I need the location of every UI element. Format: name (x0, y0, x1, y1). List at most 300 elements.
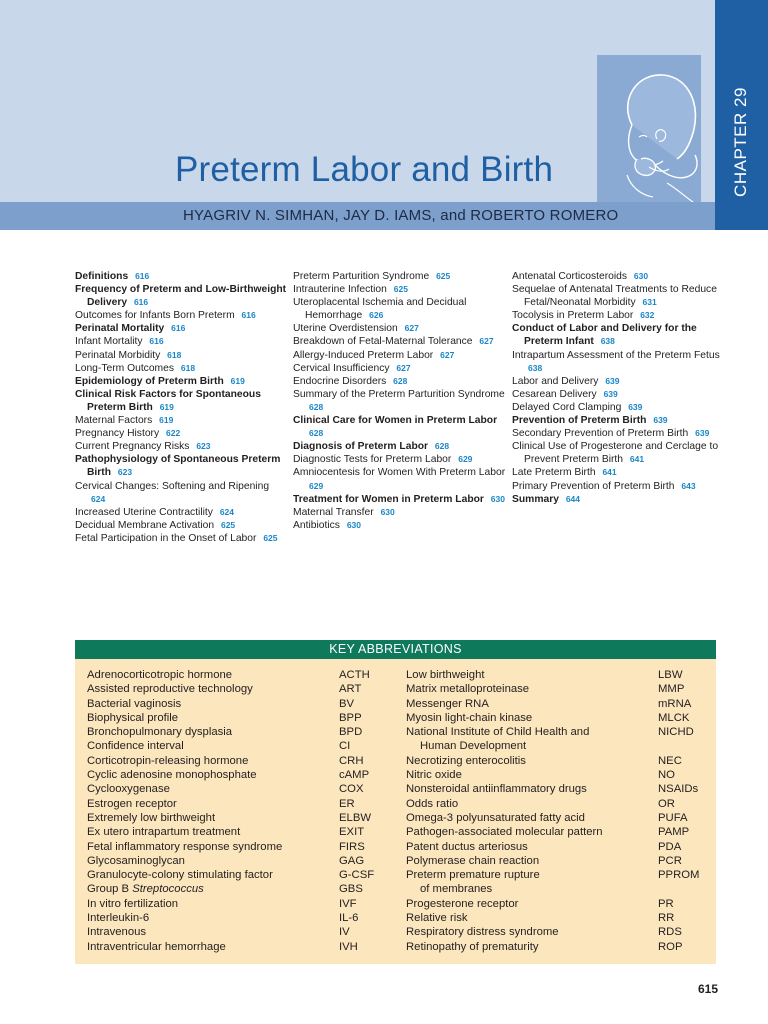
toc-entry (512, 414, 727, 427)
toc-entry (75, 322, 290, 335)
toc-entry (293, 493, 508, 506)
abbreviation-row (87, 868, 397, 882)
abbreviation-code: RDS (658, 926, 682, 939)
abbreviation-code: COX (339, 783, 364, 796)
toc-entry-page: 623 (117, 467, 133, 478)
toc-entry (293, 506, 508, 519)
toc-entry (75, 335, 290, 348)
toc-entry-page: 632 (640, 310, 655, 321)
abbreviation-term-text: Estrogen receptor (87, 797, 177, 810)
abbreviation-code: LBW (658, 669, 683, 681)
fetus-illustration-icon (597, 55, 701, 202)
toc-entry-title: Allergy-Induced Preterm Labor (293, 349, 434, 361)
abbreviations-left-column (87, 668, 397, 954)
toc-entry-title: Frequency of Preterm and Low-Birthweight Delivery (75, 284, 287, 309)
abbreviation-row (87, 725, 397, 739)
toc-column-1 (75, 270, 290, 545)
abbreviation-term (87, 754, 248, 768)
toc-entry (512, 480, 727, 493)
abbreviation-term-text: Interleukin-6 (87, 912, 150, 925)
toc-entry (293, 322, 508, 335)
abbreviation-row (406, 911, 706, 925)
abbreviation-term (87, 911, 149, 925)
abbreviation-term (87, 868, 273, 882)
toc-entry (75, 349, 290, 362)
toc-entry-page: 616 (171, 323, 186, 334)
abbreviation-term (87, 897, 178, 911)
toc-entry-page: 643 (681, 480, 696, 491)
toc-column-3 (512, 270, 727, 506)
toc-entry-title: Late Preterm Birth (512, 467, 596, 479)
toc-entry-page: 627 (404, 323, 419, 334)
abbreviation-row (87, 940, 397, 954)
abbreviation-term-text: Omega-3 polyunsaturated fatty acid (406, 811, 585, 824)
toc-entry (75, 362, 290, 375)
abbreviation-row (406, 940, 706, 954)
toc-entry-page: 630 (633, 271, 649, 281)
toc-entry (75, 519, 290, 532)
toc-entry-title: Diagnostic Tests for Preterm Labor (293, 454, 452, 466)
abbreviation-row (87, 811, 397, 825)
abbreviation-term-text: Adrenocorticotropic hormone (87, 669, 233, 681)
abbreviation-term-text: Group B (87, 883, 130, 896)
toc-entry (512, 375, 727, 388)
abbreviation-row (406, 682, 706, 696)
abbreviation-term (87, 811, 215, 825)
toc-entry-title: Amniocentesis for Women With Preterm Labor (293, 467, 506, 479)
abbreviation-term-text: Granulocyte-colony stimulating factor (87, 869, 273, 882)
key-abbreviations-box (75, 640, 716, 964)
abbreviation-code: NICHD (658, 726, 694, 739)
toc-entry-title: Decidual Membrane Activation (75, 519, 215, 531)
abbreviation-code: BPD (339, 726, 363, 739)
abbreviation-code: G-CSF (339, 869, 375, 882)
toc-entry-page: 641 (602, 467, 617, 478)
toc-entry (75, 270, 290, 283)
toc-entry-title: Summary of the Preterm Parturition Syndrome (293, 388, 505, 400)
toc-entry-title: Long-Term Outcomes (75, 362, 175, 374)
toc-entry-page: 628 (309, 401, 324, 412)
chapter-label: CHAPTER 29 (731, 87, 750, 197)
abbreviation-code: mRNA (658, 697, 692, 710)
toc-entry-page: 630 (490, 493, 505, 504)
toc-entry (75, 440, 290, 453)
toc-entry-page: 639 (695, 428, 710, 439)
abbreviation-term-text: Glycosaminoglycan (87, 854, 185, 867)
abbreviation-term-continuation: Human Development (420, 740, 527, 753)
abbreviation-row (87, 882, 397, 896)
toc-entry-title: Prevention of Preterm Birth (512, 415, 647, 427)
chapter-title: Preterm Labor and Birth (175, 150, 554, 189)
abbreviation-term-text: Progesterone receptor (406, 897, 519, 910)
abbreviation-code: GBS (339, 883, 363, 896)
toc-entry-page: 628 (393, 375, 408, 386)
abbreviation-term (87, 940, 226, 954)
toc-entry (75, 480, 290, 506)
toc-entry-title: Endocrine Disorders (293, 375, 387, 387)
abbreviation-term (87, 711, 178, 725)
toc-entry-page: 628 (309, 428, 324, 439)
toc-entry-page: 639 (603, 388, 618, 399)
abbreviation-row (406, 925, 706, 939)
toc-entry-title: Perinatal Morbidity (75, 349, 161, 361)
abbreviation-term (406, 682, 529, 696)
abbreviation-term-text: Messenger RNA (406, 697, 489, 710)
toc-entry (512, 270, 727, 283)
abbreviation-term (406, 711, 532, 725)
abbreviation-term-text: Ex utero intrapartum treatment (87, 826, 241, 839)
abbreviation-code: PUFA (658, 811, 688, 824)
abbreviation-row (87, 897, 397, 911)
abbreviation-row (87, 768, 397, 782)
abbreviation-term-italic: Streptococcus (132, 883, 204, 896)
abbreviation-term (87, 882, 204, 896)
abbreviation-row (87, 754, 397, 768)
toc-entry-title: Perinatal Mortality (75, 323, 165, 335)
toc-entry-title: Tocolysis in Preterm Labor (512, 310, 634, 322)
abbreviation-term-text: Bronchopulmonary dysplasia (87, 726, 233, 739)
abbreviation-term (406, 868, 540, 897)
abbreviation-row (87, 697, 397, 711)
abbreviation-term (87, 840, 282, 854)
toc-entry (75, 375, 290, 388)
abbreviation-code: IVH (339, 940, 358, 953)
toc-entry-page: 616 (135, 271, 150, 281)
abbreviation-term-text: Corticotropin-releasing hormone (87, 754, 249, 767)
toc-entry (75, 532, 290, 545)
abbreviation-code: IVF (339, 897, 357, 910)
toc-entry-title: Uterine Overdistension (293, 323, 398, 335)
toc-entry-page: 618 (167, 349, 182, 360)
toc-entry-page: 629 (309, 480, 324, 491)
abbreviation-row (406, 782, 706, 796)
toc-entry-title: Breakdown of Fetal-Maternal Tolerance (293, 336, 473, 348)
abbreviation-term (406, 897, 518, 911)
toc-entry-page: 622 (166, 428, 181, 439)
toc-entry-page: 625 (263, 532, 278, 543)
toc-entry-page: 624 (219, 506, 234, 517)
toc-entry-page: 644 (565, 493, 580, 504)
toc-entry (293, 349, 508, 362)
abbreviation-term-text: Necrotizing enterocolitis (406, 754, 526, 767)
abbreviation-term-text: Respiratory distress syndrome (406, 926, 559, 939)
abbreviation-code: FIRS (339, 840, 365, 853)
toc-entry-page: 616 (133, 297, 149, 308)
abbreviation-term (87, 739, 184, 753)
abbreviation-term-text: Bacterial vaginosis (87, 697, 182, 710)
abbreviation-code: NSAIDs (658, 783, 699, 796)
abbreviation-term (406, 825, 603, 839)
toc-entry-title: Secondary Prevention of Preterm Birth (512, 428, 689, 440)
abbreviation-code: NEC (658, 754, 682, 767)
toc-entry-title: Definitions (75, 271, 129, 282)
abbreviation-code: PCR (658, 854, 682, 867)
toc-entry (293, 283, 508, 296)
toc-entry-page: 625 (393, 284, 408, 295)
abbreviation-code: PAMP (658, 826, 690, 839)
abbreviation-code: GAG (339, 854, 365, 867)
toc-entry-page: 625 (436, 271, 451, 281)
abbreviation-term-text: Assisted reproductive technology (87, 683, 253, 696)
toc-entry-title: Increased Uterine Contractility (75, 506, 213, 518)
page-number: 615 (698, 982, 719, 996)
abbreviation-row (406, 668, 706, 682)
abbreviation-term-text: Preterm premature rupture (406, 869, 540, 882)
toc-entry (293, 453, 508, 466)
toc-entry (512, 283, 727, 309)
toc-entry-page: 619 (230, 375, 245, 386)
abbreviation-term-text: Odds ratio (406, 797, 459, 810)
toc-entry-page: 625 (220, 519, 236, 530)
abbreviation-row (87, 782, 397, 796)
toc-entry-title: Uteroplacental Ischemia and Decidual Hemorrhage (293, 297, 467, 322)
abbreviation-term (87, 797, 177, 811)
abbreviation-term (87, 825, 240, 839)
abbreviation-row (406, 868, 706, 897)
abbreviation-term (406, 754, 526, 768)
abbreviation-term (406, 940, 539, 954)
toc-entry-page: 623 (196, 441, 211, 452)
abbreviation-term-text: Nonsteroidal antiinflammatory drugs (406, 783, 587, 796)
abbreviation-row (87, 711, 397, 725)
toc-entry (293, 440, 508, 453)
abbreviation-term (406, 911, 468, 925)
toc-entry-title: Intrapartum Assessment of the Preterm Fetus (512, 349, 720, 361)
abbreviation-code: cAMP (339, 769, 370, 782)
toc-entry (75, 427, 290, 440)
abbreviation-code: ART (339, 683, 362, 696)
abbreviation-term (406, 925, 559, 939)
abbreviation-code: RR (658, 912, 675, 925)
abbreviation-row (406, 768, 706, 782)
toc-entry-title: Preterm Parturition Syndrome (293, 271, 430, 282)
abbreviation-row (87, 797, 397, 811)
toc-entry-title: Cesarean Delivery (512, 388, 597, 400)
toc-column-2 (293, 270, 508, 532)
abbreviation-term (406, 797, 458, 811)
toc-entry-title: Clinical Care for Women in Preterm Labor (293, 415, 498, 427)
abbreviation-term-text: Pathogen-associated molecular pattern (406, 826, 603, 839)
toc-entry (293, 388, 508, 414)
toc-entry (293, 362, 508, 375)
abbreviation-term-text: Cyclooxygenase (87, 783, 170, 796)
abbreviation-code: PDA (658, 840, 682, 853)
abbreviation-term (87, 697, 181, 711)
toc-entry (75, 414, 290, 427)
toc-entry (512, 493, 727, 506)
abbreviations-right-column (406, 668, 706, 954)
toc-entry (512, 466, 727, 479)
abbreviation-row (87, 854, 397, 868)
toc-entry-page: 624 (91, 493, 106, 504)
abbreviation-term-continuation: of membranes (420, 883, 493, 896)
toc-entry-title: Maternal Transfer (293, 506, 374, 518)
abbreviation-code: PR (658, 897, 674, 910)
toc-entry-page: 639 (628, 401, 643, 412)
toc-entry (75, 453, 290, 479)
abbreviation-term-text: Relative risk (406, 912, 468, 925)
abbreviation-term-text: In vitro fertilization (87, 897, 179, 910)
toc-entry (293, 296, 508, 322)
abbreviation-code: ROP (658, 940, 683, 953)
toc-entry-title: Delayed Cord Clamping (512, 401, 622, 413)
abbreviation-code: MMP (658, 683, 685, 696)
toc-entry-title: Pathophysiology of Spontaneous Preterm Birth (75, 454, 281, 479)
toc-entry-title: Labor and Delivery (512, 375, 599, 387)
toc-entry-title: Diagnosis of Preterm Labor (293, 441, 429, 453)
toc-entry-title: Epidemiology of Preterm Birth (75, 375, 224, 387)
toc-entry-title: Outcomes for Infants Born Preterm (75, 310, 235, 322)
abbreviation-row (87, 840, 397, 854)
toc-entry-title: Antenatal Corticosteroids (512, 271, 628, 282)
abbreviation-term-text: Biophysical profile (87, 711, 179, 724)
toc-entry (512, 322, 727, 348)
abbreviation-row (406, 854, 706, 868)
abbreviation-row (406, 840, 706, 854)
toc-entry-page: 619 (159, 401, 174, 412)
toc-entry (293, 335, 508, 348)
toc-entry (75, 388, 290, 414)
toc-entry-title: Intrauterine Infection (293, 284, 387, 296)
abbreviation-row (406, 825, 706, 839)
abbreviation-term (87, 682, 253, 696)
abbreviation-row (87, 682, 397, 696)
abbreviation-term (406, 725, 589, 754)
abbreviation-term (87, 768, 257, 782)
abbreviation-term (406, 840, 528, 854)
abbreviation-code: IV (339, 926, 350, 939)
abbreviation-term-text: National Institute of Child Health and (406, 726, 590, 739)
toc-entry (512, 349, 727, 375)
toc-entry-page: 627 (479, 336, 494, 347)
toc-entry-title: Cervical Changes: Softening and Ripening (75, 480, 270, 492)
toc-entry-title: Antibiotics (293, 519, 340, 531)
abbreviation-code: CRH (339, 754, 364, 767)
abbreviation-term (87, 854, 185, 868)
abbreviation-code: CI (339, 740, 351, 753)
abbreviation-term-text: Low birthweight (406, 669, 485, 681)
toc-entry-title: Maternal Factors (75, 415, 153, 427)
toc-entry-title: Pregnancy History (75, 428, 160, 440)
toc-entry-title: Primary Prevention of Preterm Birth (512, 480, 675, 492)
abbreviation-term-text: Myosin light-chain kinase (406, 711, 533, 724)
toc-entry-title: Current Pregnancy Risks (75, 441, 190, 453)
toc-entry (293, 519, 508, 532)
abbreviation-term-text: Cyclic adenosine monophosphate (87, 769, 257, 782)
toc-entry-page: 628 (434, 441, 450, 452)
toc-entry-page: 631 (642, 297, 657, 308)
chapter-authors: HYAGRIV N. SIMHAN, JAY D. IAMS, and ROBERTO ROMERO (183, 207, 619, 224)
toc-entry-page: 619 (159, 415, 174, 426)
abbreviation-row (87, 911, 397, 925)
toc-entry-title: Treatment for Women in Preterm Labor (293, 493, 484, 505)
abbreviation-term-text: Confidence interval (87, 740, 184, 753)
abbreviation-row (406, 897, 706, 911)
toc-entry (293, 466, 508, 492)
abbreviation-row (406, 797, 706, 811)
abbreviation-term-text: Polymerase chain reaction (406, 854, 540, 867)
toc-entry-page: 629 (458, 454, 473, 465)
abbreviation-term (406, 697, 489, 711)
toc-entry-page: 616 (241, 310, 256, 321)
toc-entry (75, 283, 290, 309)
key-abbreviations-title: KEY ABBREVIATIONS (75, 640, 716, 659)
toc-entry-page: 627 (440, 349, 455, 360)
abbreviation-row (406, 754, 706, 768)
abbreviation-term (87, 668, 232, 682)
abbreviation-term (406, 811, 585, 825)
toc-entry-title: Infant Mortality (75, 336, 143, 348)
abbreviation-term (406, 668, 485, 682)
toc-entry-page: 630 (380, 506, 395, 517)
abbreviation-term (87, 925, 146, 939)
abbreviation-code: EXIT (339, 826, 365, 839)
toc-entry-page: 638 (528, 362, 543, 373)
toc-entry-title: Cervical Insufficiency (293, 362, 390, 374)
abbreviation-term (406, 768, 462, 782)
toc-entry-title: Clinical Use of Progesterone and Cerclage to Prevent Preterm Birth (512, 441, 719, 466)
abbreviation-code: ELBW (339, 811, 372, 824)
abbreviation-code: ACTH (339, 669, 370, 681)
abbreviation-code: MLCK (658, 711, 690, 724)
abbreviation-term-text: Extremely low birthweight (87, 811, 216, 824)
toc-entry-page: 626 (369, 310, 384, 321)
toc-entry-page: 630 (346, 519, 361, 530)
toc-entry-page: 641 (629, 454, 645, 465)
abbreviation-term-text: Patent ductus arteriosus (406, 840, 528, 853)
abbreviation-code: BPP (339, 711, 362, 724)
abbreviation-row (87, 825, 397, 839)
toc-entry-page: 639 (605, 375, 620, 386)
abbreviation-code: IL-6 (339, 912, 359, 925)
toc-entry (75, 506, 290, 519)
toc-entry-page: 639 (653, 415, 668, 426)
toc-entry-title: Clinical Risk Factors for Spontaneous Preterm Birth (75, 388, 261, 413)
abbreviation-code: OR (658, 797, 675, 810)
toc-entry-page: 616 (149, 336, 164, 347)
abbreviation-row (87, 668, 397, 682)
abbreviation-term (406, 782, 587, 796)
abbreviation-row (406, 725, 706, 754)
abbreviation-term (87, 782, 170, 796)
toc-entry (293, 270, 508, 283)
toc-entry (512, 388, 727, 401)
toc-entry-page: 618 (180, 362, 196, 373)
toc-entry (512, 309, 727, 322)
abbreviation-term-text: Nitric oxide (406, 769, 462, 782)
toc-entry-page: 638 (600, 336, 615, 347)
toc-entry (293, 414, 508, 440)
toc-entry-title: Summary (512, 493, 559, 505)
toc-entry (512, 427, 727, 440)
abbreviation-code: ER (339, 797, 355, 810)
toc-entry-page: 627 (396, 362, 411, 373)
abbreviation-code: NO (658, 769, 675, 782)
abbreviation-row (406, 697, 706, 711)
abbreviation-row (87, 925, 397, 939)
chapter-tab (715, 0, 768, 230)
abbreviation-term-text: Matrix metalloproteinase (406, 683, 530, 696)
abbreviation-code: PPROM (658, 869, 700, 882)
abbreviation-term-text: Retinopathy of prematurity (406, 940, 539, 953)
abbreviation-row (406, 711, 706, 725)
toc-entry-title: Sequelae of Antenatal Treatments to Reduce Fetal/Neonatal Morbidity (512, 284, 717, 309)
abbreviation-term-text: Fetal inflammatory response syndrome (87, 840, 283, 853)
abbreviation-row (87, 739, 397, 753)
toc-entry (293, 375, 508, 388)
abbreviation-term (406, 854, 539, 868)
abbreviation-term-text: Intravenous (87, 926, 147, 939)
